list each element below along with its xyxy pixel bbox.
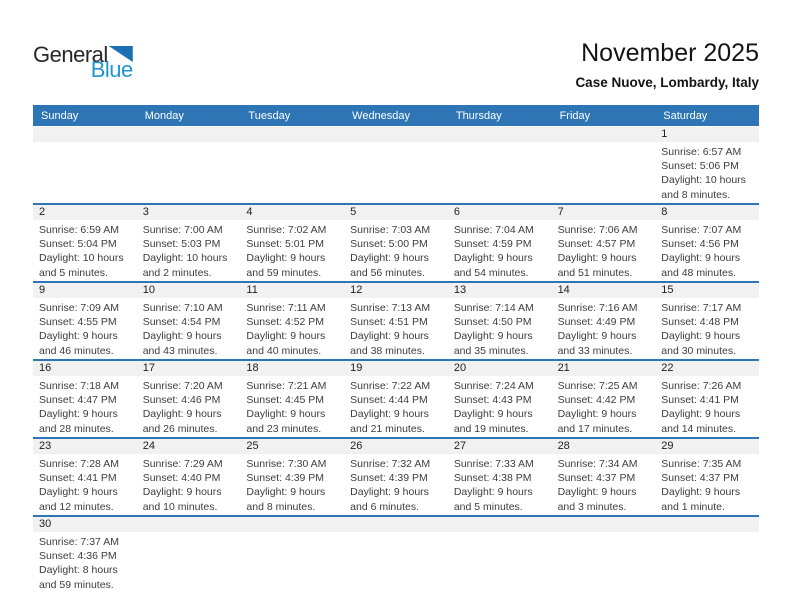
day-cell-16	[33, 376, 137, 437]
day-number-26: 26	[350, 440, 363, 452]
sunset-text: Sunset: 4:44 PM	[350, 394, 428, 407]
daylight-minutes-text: and 59 minutes.	[246, 266, 322, 279]
daylight-hours-text: Daylight: 9 hours	[39, 330, 118, 343]
daylight-hours-text: Daylight: 9 hours	[246, 408, 326, 421]
daylight-hours-text: Daylight: 9 hours	[453, 408, 533, 421]
sunset-text: Sunset: 4:56 PM	[661, 238, 739, 251]
day-number-12: 12	[350, 284, 363, 296]
daylight-hours-text: Daylight: 9 hours	[246, 252, 326, 265]
day-number-empty	[448, 517, 552, 532]
daylight-hours-text: Daylight: 9 hours	[661, 252, 741, 265]
day-number-10: 10	[142, 284, 155, 296]
daylight-minutes-text: and 8 minutes.	[246, 500, 316, 513]
sunset-text: Sunset: 4:41 PM	[39, 472, 117, 485]
day-cell-empty	[137, 532, 241, 593]
day-cell-2	[33, 220, 137, 281]
daylight-minutes-text: and 40 minutes.	[246, 344, 322, 357]
day-number-empty	[344, 127, 448, 142]
day-cell-17	[137, 376, 241, 437]
sunset-text: Sunset: 4:41 PM	[661, 394, 739, 407]
day-cell-21	[552, 376, 656, 437]
location-subtitle: Case Nuove, Lombardy, Italy	[575, 75, 759, 90]
daylight-minutes-text: and 17 minutes.	[557, 422, 633, 435]
daylight-minutes-text: and 30 minutes.	[661, 344, 736, 357]
sunrise-text: Sunrise: 7:20 AM	[142, 380, 223, 392]
day-cell-3	[137, 220, 241, 281]
weekday-header-saturday: Saturday	[663, 109, 708, 122]
day-cell-29	[655, 454, 759, 515]
daylight-hours-text: Daylight: 9 hours	[350, 486, 429, 499]
sunset-text: Sunset: 4:37 PM	[661, 472, 739, 485]
calendar-weeks	[33, 127, 759, 593]
week-row	[33, 203, 759, 281]
day-cell-13	[448, 298, 552, 359]
day-cell-empty	[552, 142, 656, 203]
daylight-hours-text: Daylight: 9 hours	[557, 408, 637, 421]
day-cell-27	[448, 454, 552, 515]
daylight-minutes-text: and 2 minutes.	[142, 266, 212, 279]
daylight-minutes-text: and 59 minutes.	[39, 578, 114, 591]
day-details-row	[33, 220, 759, 281]
sunrise-text: Sunrise: 7:33 AM	[453, 458, 534, 470]
day-details-row	[33, 142, 759, 203]
day-number-1: 1	[661, 128, 668, 140]
day-number-24: 24	[142, 440, 155, 452]
day-cell-20	[448, 376, 552, 437]
title-block	[575, 38, 759, 90]
daylight-hours-text: Daylight: 9 hours	[350, 252, 429, 265]
day-cell-4	[240, 220, 344, 281]
day-details-row	[33, 376, 759, 437]
weekday-header-thursday: Thursday	[455, 109, 502, 122]
day-cell-empty	[448, 142, 552, 203]
daylight-hours-text: Daylight: 9 hours	[142, 408, 222, 421]
sunset-text: Sunset: 5:00 PM	[350, 238, 428, 251]
daylight-minutes-text: and 21 minutes.	[350, 422, 425, 435]
daylight-hours-text: Daylight: 10 hours	[39, 252, 124, 265]
sunset-text: Sunset: 4:42 PM	[557, 394, 636, 407]
day-number-16: 16	[39, 362, 52, 374]
day-cell-25	[240, 454, 344, 515]
day-number-band	[33, 283, 759, 298]
day-number-9: 9	[39, 284, 46, 296]
day-cell-28	[552, 454, 656, 515]
day-cell-1	[655, 142, 759, 203]
day-cell-19	[344, 376, 448, 437]
day-cell-8	[655, 220, 759, 281]
weekday-header-tuesday: Tuesday	[248, 109, 291, 122]
day-number-empty	[137, 127, 241, 142]
day-number-20: 20	[453, 362, 467, 374]
sunrise-text: Sunrise: 7:37 AM	[39, 536, 119, 548]
page-title: November 2025	[581, 39, 759, 67]
daylight-minutes-text: and 56 minutes.	[350, 266, 425, 279]
daylight-minutes-text: and 35 minutes.	[453, 344, 529, 357]
day-number-band	[33, 439, 759, 454]
sunrise-text: Sunrise: 7:22 AM	[350, 380, 431, 392]
weekday-header-friday: Friday	[559, 109, 591, 122]
day-number-empty	[655, 517, 759, 532]
daylight-minutes-text: and 14 minutes.	[661, 422, 736, 435]
daylight-minutes-text: and 1 minute.	[661, 500, 725, 513]
sunrise-text: Sunrise: 6:57 AM	[661, 146, 742, 158]
day-cell-15	[655, 298, 759, 359]
daylight-minutes-text: and 38 minutes.	[350, 344, 425, 357]
day-cell-18	[240, 376, 344, 437]
sunrise-text: Sunrise: 7:30 AM	[246, 458, 327, 470]
daylight-hours-text: Daylight: 8 hours	[39, 564, 118, 577]
sunset-text: Sunset: 5:06 PM	[661, 160, 739, 173]
sunrise-text: Sunrise: 7:29 AM	[142, 458, 223, 470]
daylight-hours-text: Daylight: 9 hours	[453, 486, 533, 499]
daylight-hours-text: Daylight: 9 hours	[246, 486, 326, 499]
day-number-18: 18	[246, 362, 259, 374]
daylight-hours-text: Daylight: 9 hours	[453, 252, 533, 265]
sunrise-text: Sunrise: 7:16 AM	[557, 302, 638, 314]
daylight-hours-text: Daylight: 9 hours	[350, 330, 429, 343]
day-cell-6	[448, 220, 552, 281]
day-details-row	[33, 532, 759, 593]
day-number-28: 28	[557, 440, 570, 452]
sunrise-text: Sunrise: 7:03 AM	[350, 224, 431, 236]
daylight-hours-text: Daylight: 9 hours	[246, 330, 326, 343]
sunrise-text: Sunrise: 7:10 AM	[142, 302, 223, 314]
day-number-empty	[137, 517, 241, 532]
sunset-text: Sunset: 4:59 PM	[453, 238, 532, 251]
day-number-8: 8	[661, 206, 668, 218]
sunset-text: Sunset: 4:39 PM	[350, 472, 428, 485]
day-number-15: 15	[661, 284, 674, 296]
daylight-minutes-text: and 51 minutes.	[557, 266, 633, 279]
daylight-hours-text: Daylight: 9 hours	[557, 486, 637, 499]
day-number-empty	[552, 517, 656, 532]
daylight-hours-text: Daylight: 10 hours	[142, 252, 228, 265]
week-row	[33, 437, 759, 515]
day-number-band	[33, 517, 759, 532]
day-cell-empty	[137, 142, 241, 203]
daylight-minutes-text: and 10 minutes.	[142, 500, 218, 513]
daylight-minutes-text: and 5 minutes.	[453, 500, 523, 513]
daylight-minutes-text: and 43 minutes.	[142, 344, 218, 357]
sunrise-text: Sunrise: 7:11 AM	[246, 302, 326, 314]
day-number-3: 3	[142, 206, 149, 218]
sunrise-text: Sunrise: 7:18 AM	[39, 380, 119, 392]
daylight-hours-text: Daylight: 9 hours	[557, 330, 637, 343]
weekday-header-monday: Monday	[144, 109, 184, 122]
logo-general-text: General	[33, 42, 108, 67]
sunset-text: Sunset: 4:48 PM	[661, 316, 739, 329]
day-details-row	[33, 454, 759, 515]
daylight-minutes-text: and 3 minutes.	[557, 500, 627, 513]
daylight-minutes-text: and 28 minutes.	[39, 422, 114, 435]
day-cell-11	[240, 298, 344, 359]
sunset-text: Sunset: 4:39 PM	[246, 472, 325, 485]
daylight-minutes-text: and 48 minutes.	[661, 266, 736, 279]
daylight-minutes-text: and 26 minutes.	[142, 422, 218, 435]
day-number-6: 6	[453, 206, 460, 218]
sunrise-text: Sunrise: 7:09 AM	[39, 302, 119, 314]
daylight-hours-text: Daylight: 9 hours	[350, 408, 429, 421]
week-row	[33, 359, 759, 437]
day-number-13: 13	[453, 284, 467, 296]
day-number-14: 14	[557, 284, 570, 296]
daylight-hours-text: Daylight: 9 hours	[39, 408, 118, 421]
day-cell-23	[33, 454, 137, 515]
sunrise-text: Sunrise: 7:21 AM	[246, 380, 327, 392]
daylight-hours-text: Daylight: 9 hours	[39, 486, 118, 499]
day-cell-empty	[448, 532, 552, 593]
general-blue-logo	[33, 44, 133, 80]
daylight-hours-text: Daylight: 9 hours	[453, 330, 533, 343]
daylight-hours-text: Daylight: 9 hours	[142, 486, 222, 499]
weekday-header-sunday: Sunday	[41, 109, 79, 122]
daylight-minutes-text: and 46 minutes.	[39, 344, 114, 357]
daylight-hours-text: Daylight: 9 hours	[661, 330, 741, 343]
daylight-hours-text: Daylight: 10 hours	[661, 174, 746, 187]
day-cell-empty	[344, 142, 448, 203]
calendar	[33, 105, 759, 593]
logo-blue-text: Blue	[90, 57, 133, 82]
daylight-minutes-text: and 12 minutes.	[39, 500, 114, 513]
day-number-5: 5	[350, 206, 357, 218]
daylight-hours-text: Daylight: 9 hours	[142, 330, 222, 343]
sunset-text: Sunset: 4:50 PM	[453, 316, 532, 329]
day-cell-empty	[33, 142, 137, 203]
daylight-hours-text: Daylight: 9 hours	[661, 408, 741, 421]
day-cell-26	[344, 454, 448, 515]
day-number-empty	[240, 127, 344, 142]
day-number-17: 17	[142, 362, 155, 374]
sunrise-text: Sunrise: 7:25 AM	[557, 380, 638, 392]
sunrise-text: Sunrise: 7:32 AM	[350, 458, 431, 470]
sunset-text: Sunset: 4:37 PM	[557, 472, 636, 485]
sunrise-text: Sunrise: 7:28 AM	[39, 458, 119, 470]
sunrise-text: Sunrise: 7:07 AM	[661, 224, 742, 236]
day-cell-30	[33, 532, 137, 593]
sunset-text: Sunset: 4:57 PM	[557, 238, 636, 251]
sunrise-text: Sunrise: 7:13 AM	[350, 302, 431, 314]
day-number-empty	[240, 517, 344, 532]
day-cell-10	[137, 298, 241, 359]
daylight-minutes-text: and 33 minutes.	[557, 344, 633, 357]
week-row	[33, 127, 759, 203]
day-number-2: 2	[39, 206, 46, 218]
day-number-empty	[448, 127, 552, 142]
sunrise-text: Sunrise: 7:02 AM	[246, 224, 327, 236]
daylight-minutes-text: and 5 minutes.	[39, 266, 108, 279]
daylight-minutes-text: and 6 minutes.	[350, 500, 420, 513]
weekday-header-row	[33, 105, 759, 126]
day-cell-empty	[240, 532, 344, 593]
day-number-empty	[33, 127, 137, 142]
sunrise-text: Sunrise: 7:06 AM	[557, 224, 638, 236]
sunset-text: Sunset: 4:47 PM	[39, 394, 117, 407]
day-cell-24	[137, 454, 241, 515]
sunset-text: Sunset: 5:01 PM	[246, 238, 325, 251]
weekday-header-wednesday: Wednesday	[352, 109, 411, 122]
daylight-hours-text: Daylight: 9 hours	[661, 486, 741, 499]
day-number-4: 4	[246, 206, 253, 218]
day-number-band	[33, 127, 759, 142]
sunrise-text: Sunrise: 7:26 AM	[661, 380, 742, 392]
day-number-29: 29	[661, 440, 674, 452]
sunrise-text: Sunrise: 7:14 AM	[453, 302, 534, 314]
day-number-11: 11	[246, 284, 258, 296]
day-number-27: 27	[453, 440, 467, 452]
sunrise-text: Sunrise: 6:59 AM	[39, 224, 119, 236]
day-cell-empty	[655, 532, 759, 593]
day-details-row	[33, 298, 759, 359]
sunrise-text: Sunrise: 7:24 AM	[453, 380, 534, 392]
day-number-30: 30	[39, 518, 52, 530]
day-cell-9	[33, 298, 137, 359]
day-number-band	[33, 205, 759, 220]
day-number-empty	[344, 517, 448, 532]
sunset-text: Sunset: 4:55 PM	[39, 316, 117, 329]
day-number-23: 23	[39, 440, 52, 452]
day-cell-22	[655, 376, 759, 437]
week-row	[33, 515, 759, 593]
sunset-text: Sunset: 4:38 PM	[453, 472, 532, 485]
day-number-19: 19	[350, 362, 363, 374]
sunset-text: Sunset: 4:36 PM	[39, 550, 117, 563]
day-number-7: 7	[557, 206, 564, 218]
daylight-hours-text: Daylight: 9 hours	[557, 252, 637, 265]
sunset-text: Sunset: 4:43 PM	[453, 394, 532, 407]
day-number-21: 21	[557, 362, 570, 374]
sunrise-text: Sunrise: 7:04 AM	[453, 224, 534, 236]
sunrise-text: Sunrise: 7:34 AM	[557, 458, 638, 470]
daylight-minutes-text: and 54 minutes.	[453, 266, 529, 279]
day-cell-empty	[552, 532, 656, 593]
sunset-text: Sunset: 4:40 PM	[142, 472, 221, 485]
day-number-band	[33, 361, 759, 376]
sunset-text: Sunset: 4:51 PM	[350, 316, 428, 329]
sunrise-text: Sunrise: 7:35 AM	[661, 458, 742, 470]
daylight-minutes-text: and 19 minutes.	[453, 422, 529, 435]
day-number-25: 25	[246, 440, 259, 452]
day-cell-empty	[240, 142, 344, 203]
day-number-22: 22	[661, 362, 674, 374]
day-cell-14	[552, 298, 656, 359]
day-cell-5	[344, 220, 448, 281]
sunset-text: Sunset: 4:45 PM	[246, 394, 325, 407]
day-cell-7	[552, 220, 656, 281]
day-number-empty	[552, 127, 656, 142]
week-row	[33, 281, 759, 359]
daylight-minutes-text: and 8 minutes.	[661, 188, 731, 201]
sunset-text: Sunset: 4:49 PM	[557, 316, 636, 329]
sunset-text: Sunset: 5:03 PM	[142, 238, 221, 251]
day-cell-12	[344, 298, 448, 359]
sunrise-text: Sunrise: 7:00 AM	[142, 224, 223, 236]
daylight-minutes-text: and 23 minutes.	[246, 422, 322, 435]
sunset-text: Sunset: 5:04 PM	[39, 238, 117, 251]
sunset-text: Sunset: 4:52 PM	[246, 316, 325, 329]
sunrise-text: Sunrise: 7:17 AM	[661, 302, 742, 314]
sunset-text: Sunset: 4:46 PM	[142, 394, 221, 407]
sunset-text: Sunset: 4:54 PM	[142, 316, 221, 329]
day-cell-empty	[344, 532, 448, 593]
